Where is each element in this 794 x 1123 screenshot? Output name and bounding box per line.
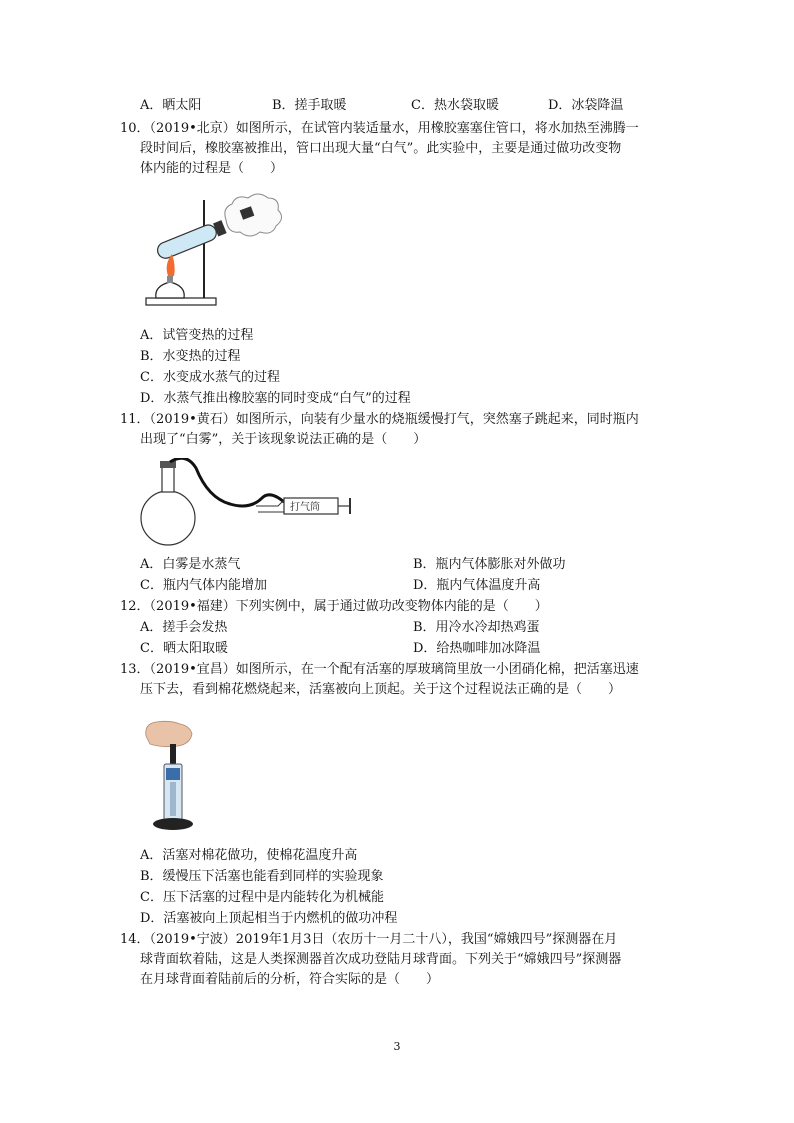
q12-option-a: A．搓手会发热 xyxy=(140,620,228,635)
q12-option-d: D．给热咖啡加冰降温 xyxy=(413,641,541,656)
q10-stem-line-2: 段时间后，橡胶塞被推出，管口出现大量“白气”。此实验中，主要是通过做功改变物 xyxy=(140,141,622,156)
q11-option-b: B．瓶内气体膨胀对外做功 xyxy=(413,557,566,572)
q10-stem-line-3: 体内能的过程是（ ） xyxy=(140,161,284,176)
q14-stem-line-3: 在月球背面着陆前后的分析，符合实际的是（ ） xyxy=(140,972,440,987)
page-number: 3 xyxy=(393,1040,401,1053)
q10-option-d: D．水蒸气推出橡胶塞的同时变成“白气”的过程 xyxy=(140,391,411,406)
test-tube-heating-figure xyxy=(138,190,288,316)
q13-option-b: B．缓慢压下活塞也能看到同样的实验现象 xyxy=(140,869,384,884)
pump-label: 打气筒 xyxy=(290,502,320,513)
q9-option-b: B．搓手取暖 xyxy=(272,98,347,113)
q12-option-b: B．用冷水冷却热鸡蛋 xyxy=(413,620,540,635)
q14-stem-line-1: 14．（2019•宁波）2019年1月3日（农历十一月二十八），我国“嫦娥四号”探测器在月 xyxy=(120,932,618,947)
q10-option-b: B．水变热的过程 xyxy=(140,349,241,364)
q11-stem-line-1: 11．（2019•黄石）如图所示，向装有少量水的烧瓶缓慢打气，突然塞子跳起来，同时瓶内 xyxy=(120,412,639,427)
q12-stem-line-1: 12．（2019•福建）下列实例中，属于通过做功改变物体内能的是（ ） xyxy=(120,599,548,614)
q12-option-c: C．晒太阳取暖 xyxy=(140,641,228,656)
q9-option-c: C．热水袋取暖 xyxy=(411,98,499,113)
flask-pump-figure xyxy=(138,458,360,550)
q13-stem-line-1: 13．（2019•宜昌）如图所示，在一个配有活塞的厚玻璃筒里放一小团硝化棉，把活塞迅速 xyxy=(120,662,639,677)
q13-option-d: D．活塞被向上顶起相当于内燃机的做功冲程 xyxy=(140,911,398,926)
q11-stem-line-2: 出现了“白雾”，关于该现象说法正确的是（ ） xyxy=(140,432,427,447)
q13-stem-line-2: 压下去，看到棉花燃烧起来，活塞被向上顶起。关于这个过程说法正确的是（ ） xyxy=(140,682,622,697)
q13-option-c: C．压下活塞的过程中是内能转化为机械能 xyxy=(140,890,384,905)
q11-option-a: A．白雾是水蒸气 xyxy=(140,557,241,572)
piston-cylinder-figure xyxy=(140,718,210,834)
q10-stem-line-1: 10．（2019•北京）如图所示，在试管内装适量水，用橡胶塞塞住管口，将水加热至沸腾一 xyxy=(120,121,639,136)
q9-option-a: A．晒太阳 xyxy=(140,98,202,113)
q10-option-a: A．试管变热的过程 xyxy=(140,328,254,343)
q14-stem-line-2: 球背面软着陆，这是人类探测器首次成功登陆月球背面。下列关于“嫦娥四号”探测器 xyxy=(140,952,622,967)
q11-option-d: D．瓶内气体温度升高 xyxy=(413,578,541,593)
q11-option-c: C．瓶内气体内能增加 xyxy=(140,578,267,593)
q13-option-a: A．活塞对棉花做功，使棉花温度升高 xyxy=(140,848,358,863)
q9-option-d: D．冰袋降温 xyxy=(548,98,624,113)
q10-option-c: C．水变成水蒸气的过程 xyxy=(140,370,280,385)
